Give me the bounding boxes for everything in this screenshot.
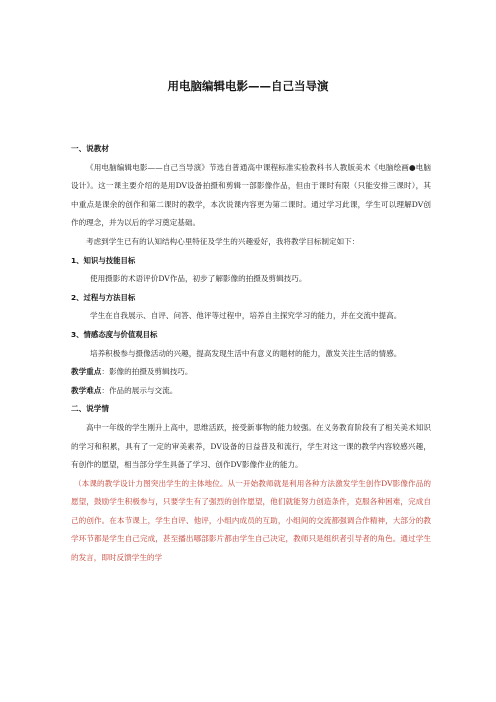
goal-knowledge-text: 使用摄影的术语评价DV作品，初步了解影像的拍摄及剪辑技巧。 (90, 274, 307, 284)
document-body (71, 140, 431, 568)
students-analysis-paragraph: 高中一年级的学生刚升上高中，思维活跃，接受新事物的能力较强。在义务教育阶段有了相关美术知识的学习和积累，具有了一定的审美素养，DV设备的日益普及和流行，学生对这一课的教学内容较感兴趣，有创作的愿望，相当部分学生具备了学习、创作DV影像作业的能力。 (71, 422, 431, 470)
objectives-lead-paragraph: 考虑到学生已有的认知结构心里特征及学生的兴趣爱好，我将教学目标制定如下： (86, 236, 360, 246)
goal-process-heading: 2、过程与方法目标 (71, 292, 136, 302)
goal-process-text: 学生在自我展示、自评、问答、他评等过程中，培养自主探究学习的能力，并在交流中提高。 (90, 311, 402, 321)
goal-emotion-heading: 3、情感态度与价值观目标 (71, 329, 158, 339)
document-title: 用电脑编辑电影——自己当导演 (167, 79, 329, 93)
goal-emotion-text: 培养积极参与摄像活动的兴趣，提高发现生活中有意义的题材的能力，激发关注生活的情感。 (90, 348, 402, 358)
section-heading-textbook: 一、说教材 (71, 144, 109, 153)
section-heading-students: 二、说学情 (71, 404, 109, 414)
teaching-difficulty-text: ：作品的展示与交流。 (101, 385, 178, 395)
teaching-difficulty-label: 教学难点 (71, 385, 102, 395)
teaching-key-label: 教学重点 (71, 367, 102, 377)
teaching-key-text: ：影像的拍摄及剪辑技巧。 (101, 367, 193, 377)
goal-knowledge-heading: 1、知识与技能目标 (71, 255, 136, 265)
design-note-paragraph: （本课的教学设计力图突出学生的主体地位。从一开始教师就是利用各种方法激发学生创作DV影像作品的愿望，鼓励学生积极参与，只要学生有了强烈的创作愿望，他们就能努力创造条件，克服各种困难，完成自己的创作。在本节课上，学生自评、他评，小组内成员的互助，小组间的交流都强调合作精神，大部分的教学环节都是学生自己完成，甚至播出哪部影片都由学生自己决定，教师只是组织者引导者的角色。通过学生的发言，即时反馈学生的学 (71, 478, 431, 563)
teaching-key-point (71, 363, 431, 382)
textbook-intro-paragraph: 《用电脑编辑电影——自己当导演》节选自普通高中课程标准实验教科书人教版美术《电脑绘画●电脑设计》。这一课主要介绍的是用DV设备拍摄和剪辑一部影像作品，但由于课时有限（只能安排三课时），其中重点是课余的创作和第二课时的教学，本次说课内容更为第二课时。通过学习此课，学生可以理解DV创作的理念，并为以后的学习奠定基础。 (71, 162, 431, 228)
teaching-difficulty (71, 382, 431, 401)
